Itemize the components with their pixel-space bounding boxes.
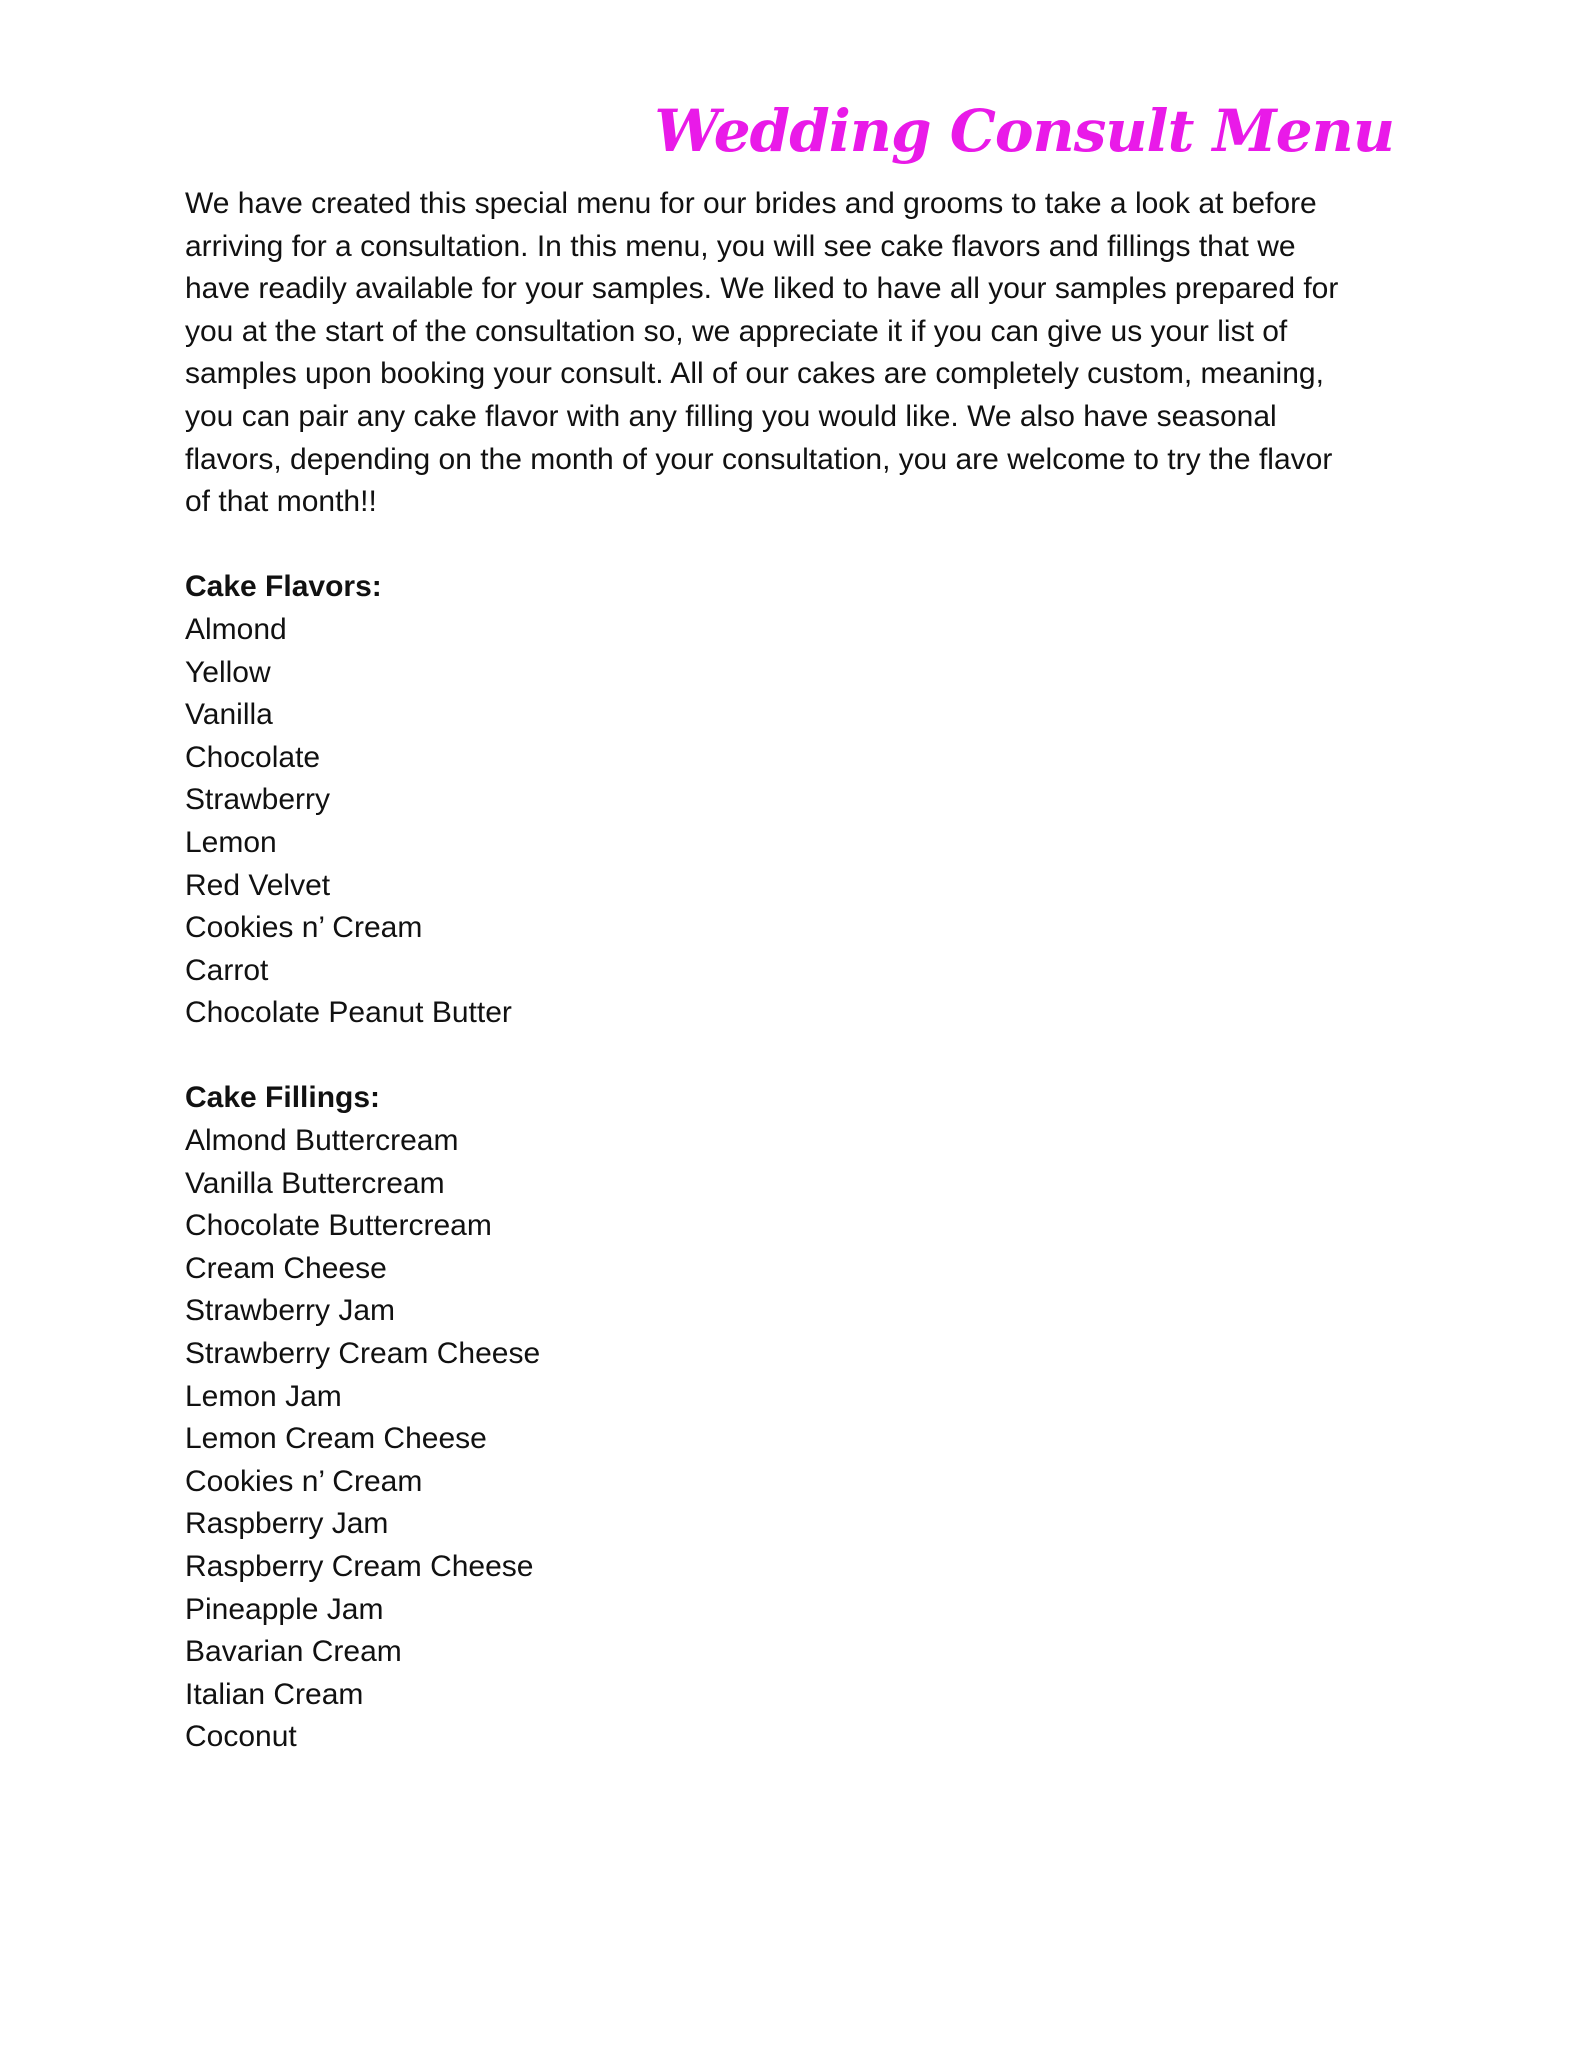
flavor-item: Chocolate xyxy=(185,740,321,774)
cake-flavors-list xyxy=(185,609,1405,1035)
filling-item: Strawberry Jam xyxy=(185,1294,396,1328)
cake-fillings-section xyxy=(185,1077,1405,1759)
flavor-item: Yellow xyxy=(185,655,271,689)
filling-item: Cookies n’ Cream xyxy=(185,1464,423,1498)
cake-fillings-list xyxy=(185,1120,1405,1759)
flavor-item: Cookies n’ Cream xyxy=(185,911,423,945)
filling-item: Coconut xyxy=(185,1720,297,1754)
filling-item: Cream Cheese xyxy=(185,1251,387,1285)
flavor-item: Chocolate Peanut Butter xyxy=(185,996,512,1030)
cake-flavors-section xyxy=(185,566,1405,1035)
flavor-item: Almond xyxy=(185,612,287,646)
flavor-item: Red Velvet xyxy=(185,868,331,902)
filling-item: Almond Buttercream xyxy=(185,1124,459,1158)
filling-item: Raspberry Cream Cheese xyxy=(185,1550,534,1583)
document-body xyxy=(185,183,1405,1759)
filling-item: Lemon Jam xyxy=(185,1379,342,1413)
cake-flavors-heading: Cake Flavors: xyxy=(185,570,382,604)
filling-item: Pineapple Jam xyxy=(185,1592,384,1626)
filling-item: Italian Cream xyxy=(185,1677,364,1711)
filling-item: Raspberry Jam xyxy=(185,1507,389,1541)
filling-item: Vanilla Buttercream xyxy=(185,1166,445,1200)
flavor-item: Vanilla xyxy=(185,698,273,732)
filling-item: Bavarian Cream xyxy=(185,1635,402,1669)
intro-paragraph: We have created this special menu for our brides and grooms to take a look at before arriving for a consultation. In this menu, you will see cake flavors and fillings that we have readily available for your samples. We liked to have all your samples prepared for you at the start of the consultation so, we appreciate it if you can give us your list of samples upon booking your consult. All of our cakes are completely custom, meaning, you can pair any cake flavor with any filling you would like. We also have seasonal flavors, depending on the month of your consultation, you are welcome to try the flavor of that month!! xyxy=(185,187,1339,519)
cake-fillings-heading: Cake Fillings: xyxy=(185,1081,381,1115)
flavor-item: Carrot xyxy=(185,953,269,987)
filling-item: Chocolate Buttercream xyxy=(185,1209,492,1243)
flavor-item: Lemon xyxy=(185,825,277,859)
flavor-item: Strawberry xyxy=(185,783,331,817)
filling-item: Strawberry Cream Cheese xyxy=(185,1337,541,1371)
filling-item: Lemon Cream Cheese xyxy=(185,1422,487,1456)
section-spacer xyxy=(185,1035,1405,1078)
page-title: Wedding Consult Menu xyxy=(654,97,1394,165)
section-spacer xyxy=(185,524,1405,567)
